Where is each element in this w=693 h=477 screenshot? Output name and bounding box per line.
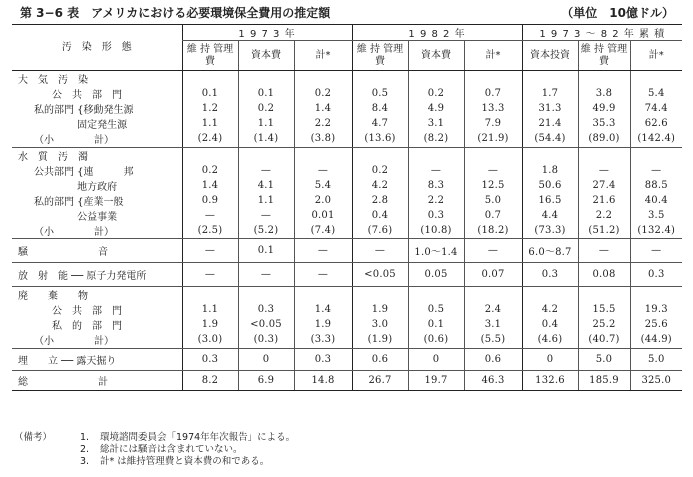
- value-cell: [578, 287, 630, 303]
- value-cell: 19.7: [408, 370, 464, 390]
- value-cell: 26.7: [352, 370, 408, 390]
- value-cell: 0: [522, 348, 578, 370]
- value-cell: —: [464, 163, 522, 178]
- value-cell: 6.0〜8.7: [522, 239, 578, 263]
- value-cell: 0.5: [352, 86, 408, 101]
- value-cell: 0.1: [238, 239, 294, 263]
- value-cell: [182, 71, 238, 87]
- value-cell: 14.8: [294, 370, 352, 390]
- value-cell: 35.3: [578, 116, 630, 131]
- value-cell: (44.9): [630, 332, 682, 348]
- value-cell: 3.8: [578, 86, 630, 101]
- header-year-1982: 1 9 8 2 年: [352, 25, 522, 41]
- row-label: 公益事業: [34, 211, 118, 223]
- table-row: [12, 101, 682, 116]
- value-cell: 4.2: [352, 178, 408, 193]
- value-cell: 88.5: [630, 178, 682, 193]
- value-cell: 0.3: [630, 263, 682, 287]
- row-label: 地方政府: [34, 181, 118, 193]
- value-cell: 325.0: [630, 370, 682, 390]
- value-cell: —: [294, 163, 352, 178]
- value-cell: 132.6: [522, 370, 578, 390]
- value-cell: [522, 71, 578, 87]
- value-cell: 27.4: [578, 178, 630, 193]
- value-cell: 0.4: [522, 317, 578, 332]
- header-col: 計*: [464, 41, 522, 71]
- value-cell: 0.7: [464, 208, 522, 223]
- value-cell: 5.0: [464, 193, 522, 208]
- value-cell: (5.2): [238, 223, 294, 239]
- value-cell: 0.2: [238, 101, 294, 116]
- title-text: 第 3−6 表 アメリカにおける必要環境保全費用の推定額: [20, 6, 331, 20]
- value-cell: (2.4): [182, 131, 238, 147]
- table-row: [12, 287, 682, 303]
- note-row: [14, 456, 684, 468]
- value-cell: —: [578, 163, 630, 178]
- value-cell: [630, 287, 682, 303]
- row-label: 埋 立 ── 露天掘り: [12, 348, 182, 370]
- value-cell: [630, 71, 682, 87]
- value-cell: (21.9): [464, 131, 522, 147]
- value-cell: 49.9: [578, 101, 630, 116]
- value-cell: [352, 71, 408, 87]
- value-cell: (1.9): [352, 332, 408, 348]
- value-cell: [578, 71, 630, 87]
- value-cell: 74.4: [630, 101, 682, 116]
- value-cell: 0: [238, 348, 294, 370]
- value-cell: 1.4: [182, 178, 238, 193]
- value-cell: —: [294, 239, 352, 263]
- value-cell: (7.6): [352, 223, 408, 239]
- row-label: 総 計: [12, 370, 182, 390]
- note-row: [14, 432, 684, 444]
- value-cell: 0.2: [294, 86, 352, 101]
- header-col: 資本費: [408, 41, 464, 71]
- row-label: 公 共 部 門: [52, 306, 122, 317]
- table-row: [12, 332, 682, 348]
- header-category: 汚 染 形 態: [12, 25, 182, 71]
- value-cell: (89.0): [578, 131, 630, 147]
- value-cell: 15.5: [578, 302, 630, 317]
- value-cell: [294, 71, 352, 87]
- value-cell: [630, 147, 682, 163]
- value-cell: —: [182, 239, 238, 263]
- header-year-cumulative: 1 9 7 3 〜 8 2 年 累 積: [522, 25, 682, 41]
- table-row: [12, 193, 682, 208]
- value-cell: —: [630, 239, 682, 263]
- value-cell: 19.3: [630, 302, 682, 317]
- value-cell: 62.6: [630, 116, 682, 131]
- value-cell: [182, 147, 238, 163]
- value-cell: —: [578, 239, 630, 263]
- table-row: [12, 317, 682, 332]
- value-cell: —: [294, 263, 352, 287]
- value-cell: [578, 147, 630, 163]
- table-row: [12, 348, 682, 370]
- value-cell: [408, 71, 464, 87]
- value-cell: [182, 287, 238, 303]
- table-title: [20, 4, 680, 22]
- value-cell: [238, 71, 294, 87]
- value-cell: —: [182, 208, 238, 223]
- value-cell: [352, 147, 408, 163]
- value-cell: 2.8: [352, 193, 408, 208]
- value-cell: 1.4: [294, 101, 352, 116]
- row-label: 私的部門 {産業一般: [34, 196, 124, 208]
- value-cell: 0.3: [182, 348, 238, 370]
- value-cell: 2.0: [294, 193, 352, 208]
- notes-label: （備考）: [14, 432, 53, 443]
- note-number: 3.: [80, 456, 90, 467]
- value-cell: [464, 287, 522, 303]
- value-cell: 21.4: [522, 116, 578, 131]
- value-cell: 0.1: [182, 86, 238, 101]
- value-cell: —: [630, 163, 682, 178]
- header-col: 計*: [630, 41, 682, 71]
- value-cell: 50.6: [522, 178, 578, 193]
- value-cell: 0.9: [182, 193, 238, 208]
- value-cell: (8.2): [408, 131, 464, 147]
- value-cell: 1.4: [294, 302, 352, 317]
- value-cell: (2.5): [182, 223, 238, 239]
- value-cell: 0.1: [238, 86, 294, 101]
- note-text: 計* は維持管理費と資本費の和である。: [100, 456, 270, 467]
- value-cell: (3.0): [182, 332, 238, 348]
- value-cell: 1.9: [294, 317, 352, 332]
- value-cell: (3.8): [294, 131, 352, 147]
- value-cell: 0.01: [294, 208, 352, 223]
- table-row: [12, 370, 682, 390]
- value-cell: 1.1: [238, 116, 294, 131]
- value-cell: 5.4: [294, 178, 352, 193]
- value-cell: (18.2): [464, 223, 522, 239]
- value-cell: 6.9: [238, 370, 294, 390]
- value-cell: 0.3: [238, 302, 294, 317]
- row-label: 固定発生源: [34, 120, 128, 131]
- value-cell: 8.3: [408, 178, 464, 193]
- header-col: 維 持 管理費: [352, 41, 408, 71]
- value-cell: —: [408, 163, 464, 178]
- value-cell: [352, 287, 408, 303]
- row-label: 私的部門 {移動発生源: [34, 105, 134, 116]
- table-row: [12, 86, 682, 101]
- value-cell: 0.08: [578, 263, 630, 287]
- notes: [14, 432, 684, 468]
- value-cell: 2.2: [578, 208, 630, 223]
- value-cell: (0.3): [238, 332, 294, 348]
- value-cell: —: [464, 239, 522, 263]
- header-col: 資本投資: [522, 41, 578, 71]
- value-cell: [294, 147, 352, 163]
- value-cell: —: [238, 208, 294, 223]
- row-label: （小 計）: [12, 223, 182, 239]
- row-label: 大 気 汚 染: [18, 75, 88, 86]
- value-cell: 5.4: [630, 86, 682, 101]
- value-cell: 0: [408, 348, 464, 370]
- note-row: [14, 444, 684, 456]
- value-cell: [294, 287, 352, 303]
- note-text: 環境諮問委員会「1974年年次報告」による。: [100, 432, 296, 443]
- value-cell: (1.4): [238, 131, 294, 147]
- value-cell: —: [182, 263, 238, 287]
- value-cell: 0.3: [522, 263, 578, 287]
- table-row: [12, 263, 682, 287]
- value-cell: (132.4): [630, 223, 682, 239]
- value-cell: <0.05: [238, 317, 294, 332]
- note-number: 1.: [80, 432, 90, 443]
- row-label: 私 的 部 門: [52, 321, 122, 332]
- value-cell: (13.6): [352, 131, 408, 147]
- value-cell: <0.05: [352, 263, 408, 287]
- value-cell: 1.9: [182, 317, 238, 332]
- unit-label: （単位 10億ドル）: [561, 6, 674, 20]
- row-label: 公 共 部 門: [52, 90, 122, 101]
- value-cell: 8.2: [182, 370, 238, 390]
- value-cell: 0.05: [408, 263, 464, 287]
- row-label: 騒 音: [12, 239, 182, 263]
- value-cell: [238, 287, 294, 303]
- table-row: [12, 147, 682, 163]
- row-label: 公共部門 {連 邦: [34, 166, 134, 178]
- row-label: （小 計）: [12, 131, 182, 147]
- value-cell: (10.8): [408, 223, 464, 239]
- value-cell: 3.5: [630, 208, 682, 223]
- row-label: 水 質 汚 濁: [18, 151, 88, 163]
- value-cell: 1.1: [182, 116, 238, 131]
- value-cell: 1.9: [352, 302, 408, 317]
- table-row: [12, 223, 682, 239]
- value-cell: 31.3: [522, 101, 578, 116]
- value-cell: 3.1: [464, 317, 522, 332]
- value-cell: 21.6: [578, 193, 630, 208]
- value-cell: 1.0〜1.4: [408, 239, 464, 263]
- table-row: [12, 163, 682, 178]
- value-cell: [522, 147, 578, 163]
- value-cell: 12.5: [464, 178, 522, 193]
- row-label: 廃 棄 物: [18, 291, 88, 302]
- value-cell: —: [352, 239, 408, 263]
- value-cell: 2.2: [408, 193, 464, 208]
- value-cell: (5.5): [464, 332, 522, 348]
- header-row-years: [12, 25, 682, 41]
- value-cell: 25.2: [578, 317, 630, 332]
- value-cell: 4.2: [522, 302, 578, 317]
- value-cell: 40.4: [630, 193, 682, 208]
- value-cell: —: [238, 263, 294, 287]
- value-cell: (7.4): [294, 223, 352, 239]
- table-row: [12, 71, 682, 87]
- value-cell: (4.6): [522, 332, 578, 348]
- value-cell: 2.2: [294, 116, 352, 131]
- value-cell: [464, 147, 522, 163]
- value-cell: 0.2: [408, 86, 464, 101]
- value-cell: 1.8: [522, 163, 578, 178]
- value-cell: 0.2: [352, 163, 408, 178]
- value-cell: (142.4): [630, 131, 682, 147]
- value-cell: 0.7: [464, 86, 522, 101]
- note-text: 総計には騒音は含まれていない。: [100, 444, 243, 455]
- value-cell: 0.4: [352, 208, 408, 223]
- value-cell: 4.4: [522, 208, 578, 223]
- note-number: 2.: [80, 444, 90, 455]
- value-cell: 4.9: [408, 101, 464, 116]
- value-cell: (51.2): [578, 223, 630, 239]
- table-row: [12, 302, 682, 317]
- value-cell: (40.7): [578, 332, 630, 348]
- cost-table: [12, 24, 682, 391]
- value-cell: [408, 147, 464, 163]
- value-cell: 1.1: [238, 193, 294, 208]
- row-label: （小 計）: [12, 332, 182, 348]
- table-row: [12, 178, 682, 193]
- header-year-1973: 1 9 7 3 年: [182, 25, 352, 41]
- value-cell: [464, 71, 522, 87]
- value-cell: 4.7: [352, 116, 408, 131]
- value-cell: (73.3): [522, 223, 578, 239]
- table-row: [12, 208, 682, 223]
- value-cell: 3.1: [408, 116, 464, 131]
- value-cell: 1.7: [522, 86, 578, 101]
- value-cell: 0.3: [294, 348, 352, 370]
- value-cell: 0.2: [182, 163, 238, 178]
- value-cell: 3.0: [352, 317, 408, 332]
- value-cell: 0.3: [408, 208, 464, 223]
- value-cell: 5.0: [630, 348, 682, 370]
- value-cell: 7.9: [464, 116, 522, 131]
- header-col: 維 持 管理費: [578, 41, 630, 71]
- header-col: 資本費: [238, 41, 294, 71]
- table-row: [12, 239, 682, 263]
- value-cell: 2.4: [464, 302, 522, 317]
- table-row: [12, 116, 682, 131]
- value-cell: (3.3): [294, 332, 352, 348]
- value-cell: 16.5: [522, 193, 578, 208]
- header-col: 計*: [294, 41, 352, 71]
- value-cell: 13.3: [464, 101, 522, 116]
- value-cell: —: [238, 163, 294, 178]
- value-cell: 0.6: [464, 348, 522, 370]
- table-row: [12, 131, 682, 147]
- value-cell: 185.9: [578, 370, 630, 390]
- row-label: 放 射 能 ── 原子力発電所: [12, 263, 182, 287]
- value-cell: 0.5: [408, 302, 464, 317]
- value-cell: 1.2: [182, 101, 238, 116]
- value-cell: [408, 287, 464, 303]
- value-cell: [238, 147, 294, 163]
- header-col: 維 持 管理費: [182, 41, 238, 71]
- value-cell: 25.6: [630, 317, 682, 332]
- value-cell: 5.0: [578, 348, 630, 370]
- value-cell: 0.6: [352, 348, 408, 370]
- value-cell: 8.4: [352, 101, 408, 116]
- value-cell: 1.1: [182, 302, 238, 317]
- value-cell: (0.6): [408, 332, 464, 348]
- value-cell: 0.07: [464, 263, 522, 287]
- value-cell: 46.3: [464, 370, 522, 390]
- value-cell: 0.1: [408, 317, 464, 332]
- value-cell: 4.1: [238, 178, 294, 193]
- value-cell: (54.4): [522, 131, 578, 147]
- value-cell: [522, 287, 578, 303]
